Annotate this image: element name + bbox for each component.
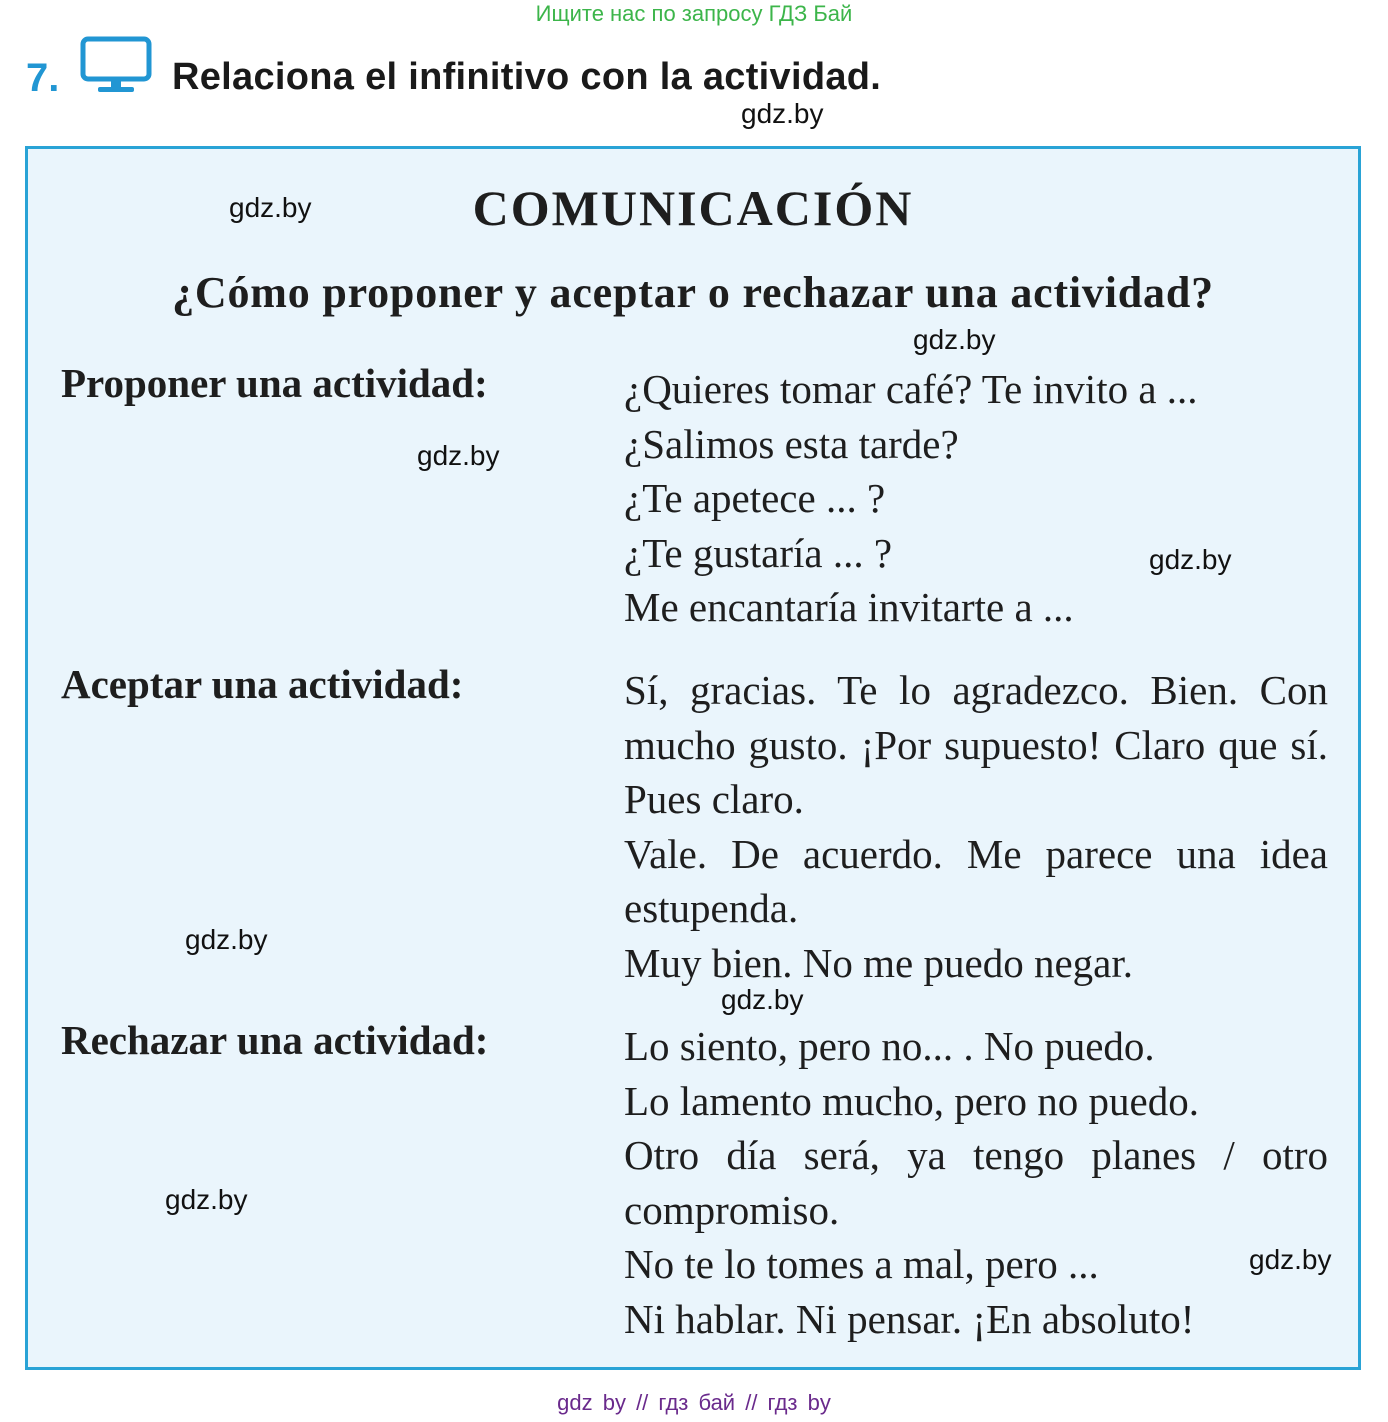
phrase-item: Lo lamento mucho, pero no puedo. bbox=[624, 1077, 1200, 1124]
phrase-item: Sí, gracias. Te lo agradezco. Bien. Con mucho gusto. ¡Por supuesto! Claro que sí. Pues claro. bbox=[624, 667, 1328, 822]
phrase-item: ¿Te apetece ... ? bbox=[624, 475, 886, 521]
phrase-item: Muy bien. No me puedo negar. bbox=[624, 939, 1133, 986]
watermark: gdz.by bbox=[1249, 1244, 1332, 1275]
phrase-item: No te lo tomes a mal, pero ... bbox=[624, 1241, 1099, 1287]
bottom-footer: gdz by // гдз бай // гдз by bbox=[557, 1390, 831, 1415]
phrase-item: ¿Salimos esta tarde? bbox=[624, 420, 959, 467]
box-subtitle: ¿Cómo proponer y aceptar o rechazar una actividad? bbox=[172, 268, 1214, 317]
watermark: gdz.by bbox=[721, 984, 804, 1015]
phrase-list-aceptar bbox=[624, 663, 1328, 990]
phrase-list-rechazar bbox=[624, 1019, 1328, 1346]
section-label-aceptar: Aceptar una actividad: bbox=[61, 661, 464, 707]
watermark: gdz.by bbox=[913, 324, 996, 355]
phrase-item: ¿Quieres tomar café? Te invito a ... bbox=[624, 366, 1198, 412]
phrase-item: Otro día será, ya tengo planes / otro compromiso. bbox=[624, 1132, 1328, 1233]
phrase-item: Me encantaría invitarte a ... bbox=[624, 584, 1074, 630]
monitor-icon bbox=[80, 36, 152, 96]
watermark: gdz.by bbox=[417, 440, 500, 471]
phrase-list-proponer bbox=[624, 362, 1328, 635]
top-banner: Ищите нас по запросу ГДЗ Бай bbox=[535, 1, 853, 26]
exercise-number: 7. bbox=[26, 56, 60, 100]
watermark: gdz.by bbox=[229, 192, 312, 223]
phrase-item: Lo siento, pero no... . No puedo. bbox=[624, 1023, 1155, 1069]
watermark: gdz.by bbox=[165, 1184, 248, 1215]
watermark: gdz.by bbox=[185, 924, 268, 955]
section-label-proponer: Proponer una actividad: bbox=[61, 360, 488, 406]
phrase-item: ¿Te gustaría ... ? bbox=[624, 529, 893, 576]
phrase-item: Vale. De acuerdo. Me parece una idea estupenda. bbox=[624, 830, 1328, 931]
box-title: COMUNICACIÓN bbox=[472, 180, 914, 236]
section-label-rechazar: Rechazar una actividad: bbox=[61, 1017, 489, 1063]
watermark: gdz.by bbox=[741, 98, 824, 129]
exercise-title: Relaciona el infinitivo con la actividad. bbox=[172, 56, 882, 98]
watermark: gdz.by bbox=[1149, 544, 1232, 575]
phrase-item: Ni hablar. Ni pensar. ¡En absoluto! bbox=[624, 1295, 1195, 1342]
